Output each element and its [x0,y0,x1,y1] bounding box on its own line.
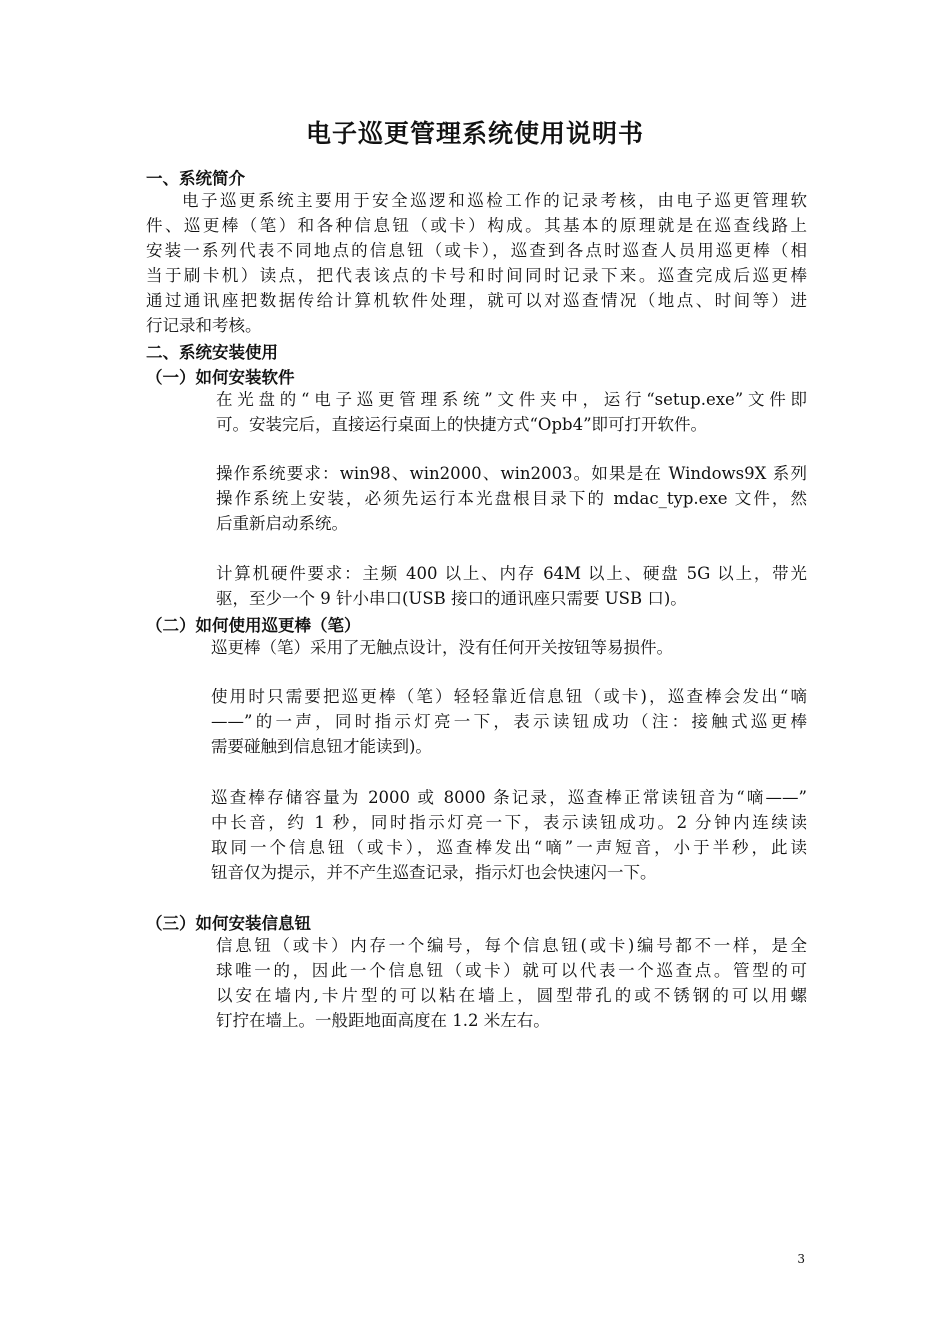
subsection-heading-use-patrol-stick: （二）如何使用巡更棒（笔） [146,616,361,635]
paragraph-line: 操作系统要求：win98、win2000、win2003。如果是在 Windows9X 系列 [216,464,807,483]
paragraph-line: 取同一个信息钮（或卡），巡查棒发出“嘀”一声短音，小于半秒，此读 [211,838,807,857]
hardware-requirements-paragraph [216,561,807,611]
paragraph-line: 件、巡更棒（笔）和各种信息钮（或卡）构成。其基本的原理就是在巡查线路上 [146,216,807,235]
subsection-heading-install-software: （一）如何安装软件 [146,368,295,387]
patrol-stick-capacity-paragraph [211,785,807,885]
section-heading-install-use: 二、系统安装使用 [146,343,278,362]
section-heading-overview: 一、系统简介 [146,169,245,188]
info-button-paragraph [216,933,807,1033]
paragraph-line: 当于刷卡机）读点，把代表该点的卡号和时间同时记录下来。巡查完成后巡更棒 [146,266,807,285]
paragraph-line: 使用时只需要把巡更棒（笔）轻轻靠近信息钮（或卡)，巡查棒会发出“嘀 [211,687,807,706]
paragraph-line: 以安在墙内,卡片型的可以粘在墙上，圆型带孔的或不锈钢的可以用螺 [216,986,807,1005]
subsection-heading-install-info-button: （三）如何安装信息钮 [146,914,311,933]
install-paragraph [216,387,807,437]
page-title: 电子巡更管理系统使用说明书 [305,119,644,148]
paragraph-line: 计算机硬件要求：主频 400 以上、内存 64M 以上、硬盘 5G 以上，带光 [216,564,807,583]
paragraph-line: 巡查棒存储容量为 2000 或 8000 条记录，巡查棒正常读钮音为“嘀——” [211,788,807,807]
paragraph-line: 需要碰触到信息钮才能读到)。 [211,737,432,756]
paragraph-line: 巡更棒（笔）采用了无触点设计，没有任何开关按钮等易损件。 [211,638,673,657]
paragraph-line: 中长音，约 1 秒，同时指示灯亮一下，表示读钮成功。2 分钟内连续读 [211,813,807,832]
paragraph-line: 钉拧在墙上。一般距地面高度在 1.2 米左右。 [216,1011,550,1030]
paragraph-line: 安装一系列代表不同地点的信息钮（或卡），巡查到各点时巡查人员用巡更棒（相 [146,241,807,260]
paragraph-line: 操作系统上安装，必须先运行本光盘根目录下的 mdac_typ.exe 文件，然 [216,489,807,508]
paragraph-line: 在光盘的“电子巡更管理系统”文件夹中，运行“setup.exe”文件即 [216,390,807,409]
overview-paragraph [146,188,807,338]
paragraph-line: 通过通讯座把数据传给计算机软件处理，就可以对巡查情况（地点、时间等）进 [146,291,807,310]
patrol-stick-usage-paragraph [211,684,807,759]
paragraph-line: 后重新启动系统。 [216,514,348,533]
paragraph-line: 电子巡更系统主要用于安全巡逻和巡检工作的记录考核，由电子巡更管理软 [182,191,807,210]
paragraph-line: 驱，至少一个 9 针小串口(USB 接口的通讯座只需要 USB 口)。 [216,589,687,608]
paragraph-line: 可。安装完后，直接运行桌面上的快捷方式“Opb4”即可打开软件。 [216,415,708,434]
paragraph-line: 行记录和考核。 [146,316,262,335]
os-requirements-paragraph [216,461,807,536]
paragraph-line: ——”的一声，同时指示灯亮一下，表示读钮成功（注：接触式巡更棒 [211,712,807,731]
patrol-stick-design-paragraph [211,635,807,660]
paragraph-line: 信息钮（或卡）内存一个编号，每个信息钮(或卡)编号都不一样，是全 [216,936,807,955]
paragraph-line: 球唯一的，因此一个信息钮（或卡）就可以代表一个巡查点。管型的可 [216,961,807,980]
paragraph-line: 钮音仅为提示，并不产生巡查记录，指示灯也会快速闪一下。 [211,863,657,882]
page-number: 3 [797,1252,805,1266]
